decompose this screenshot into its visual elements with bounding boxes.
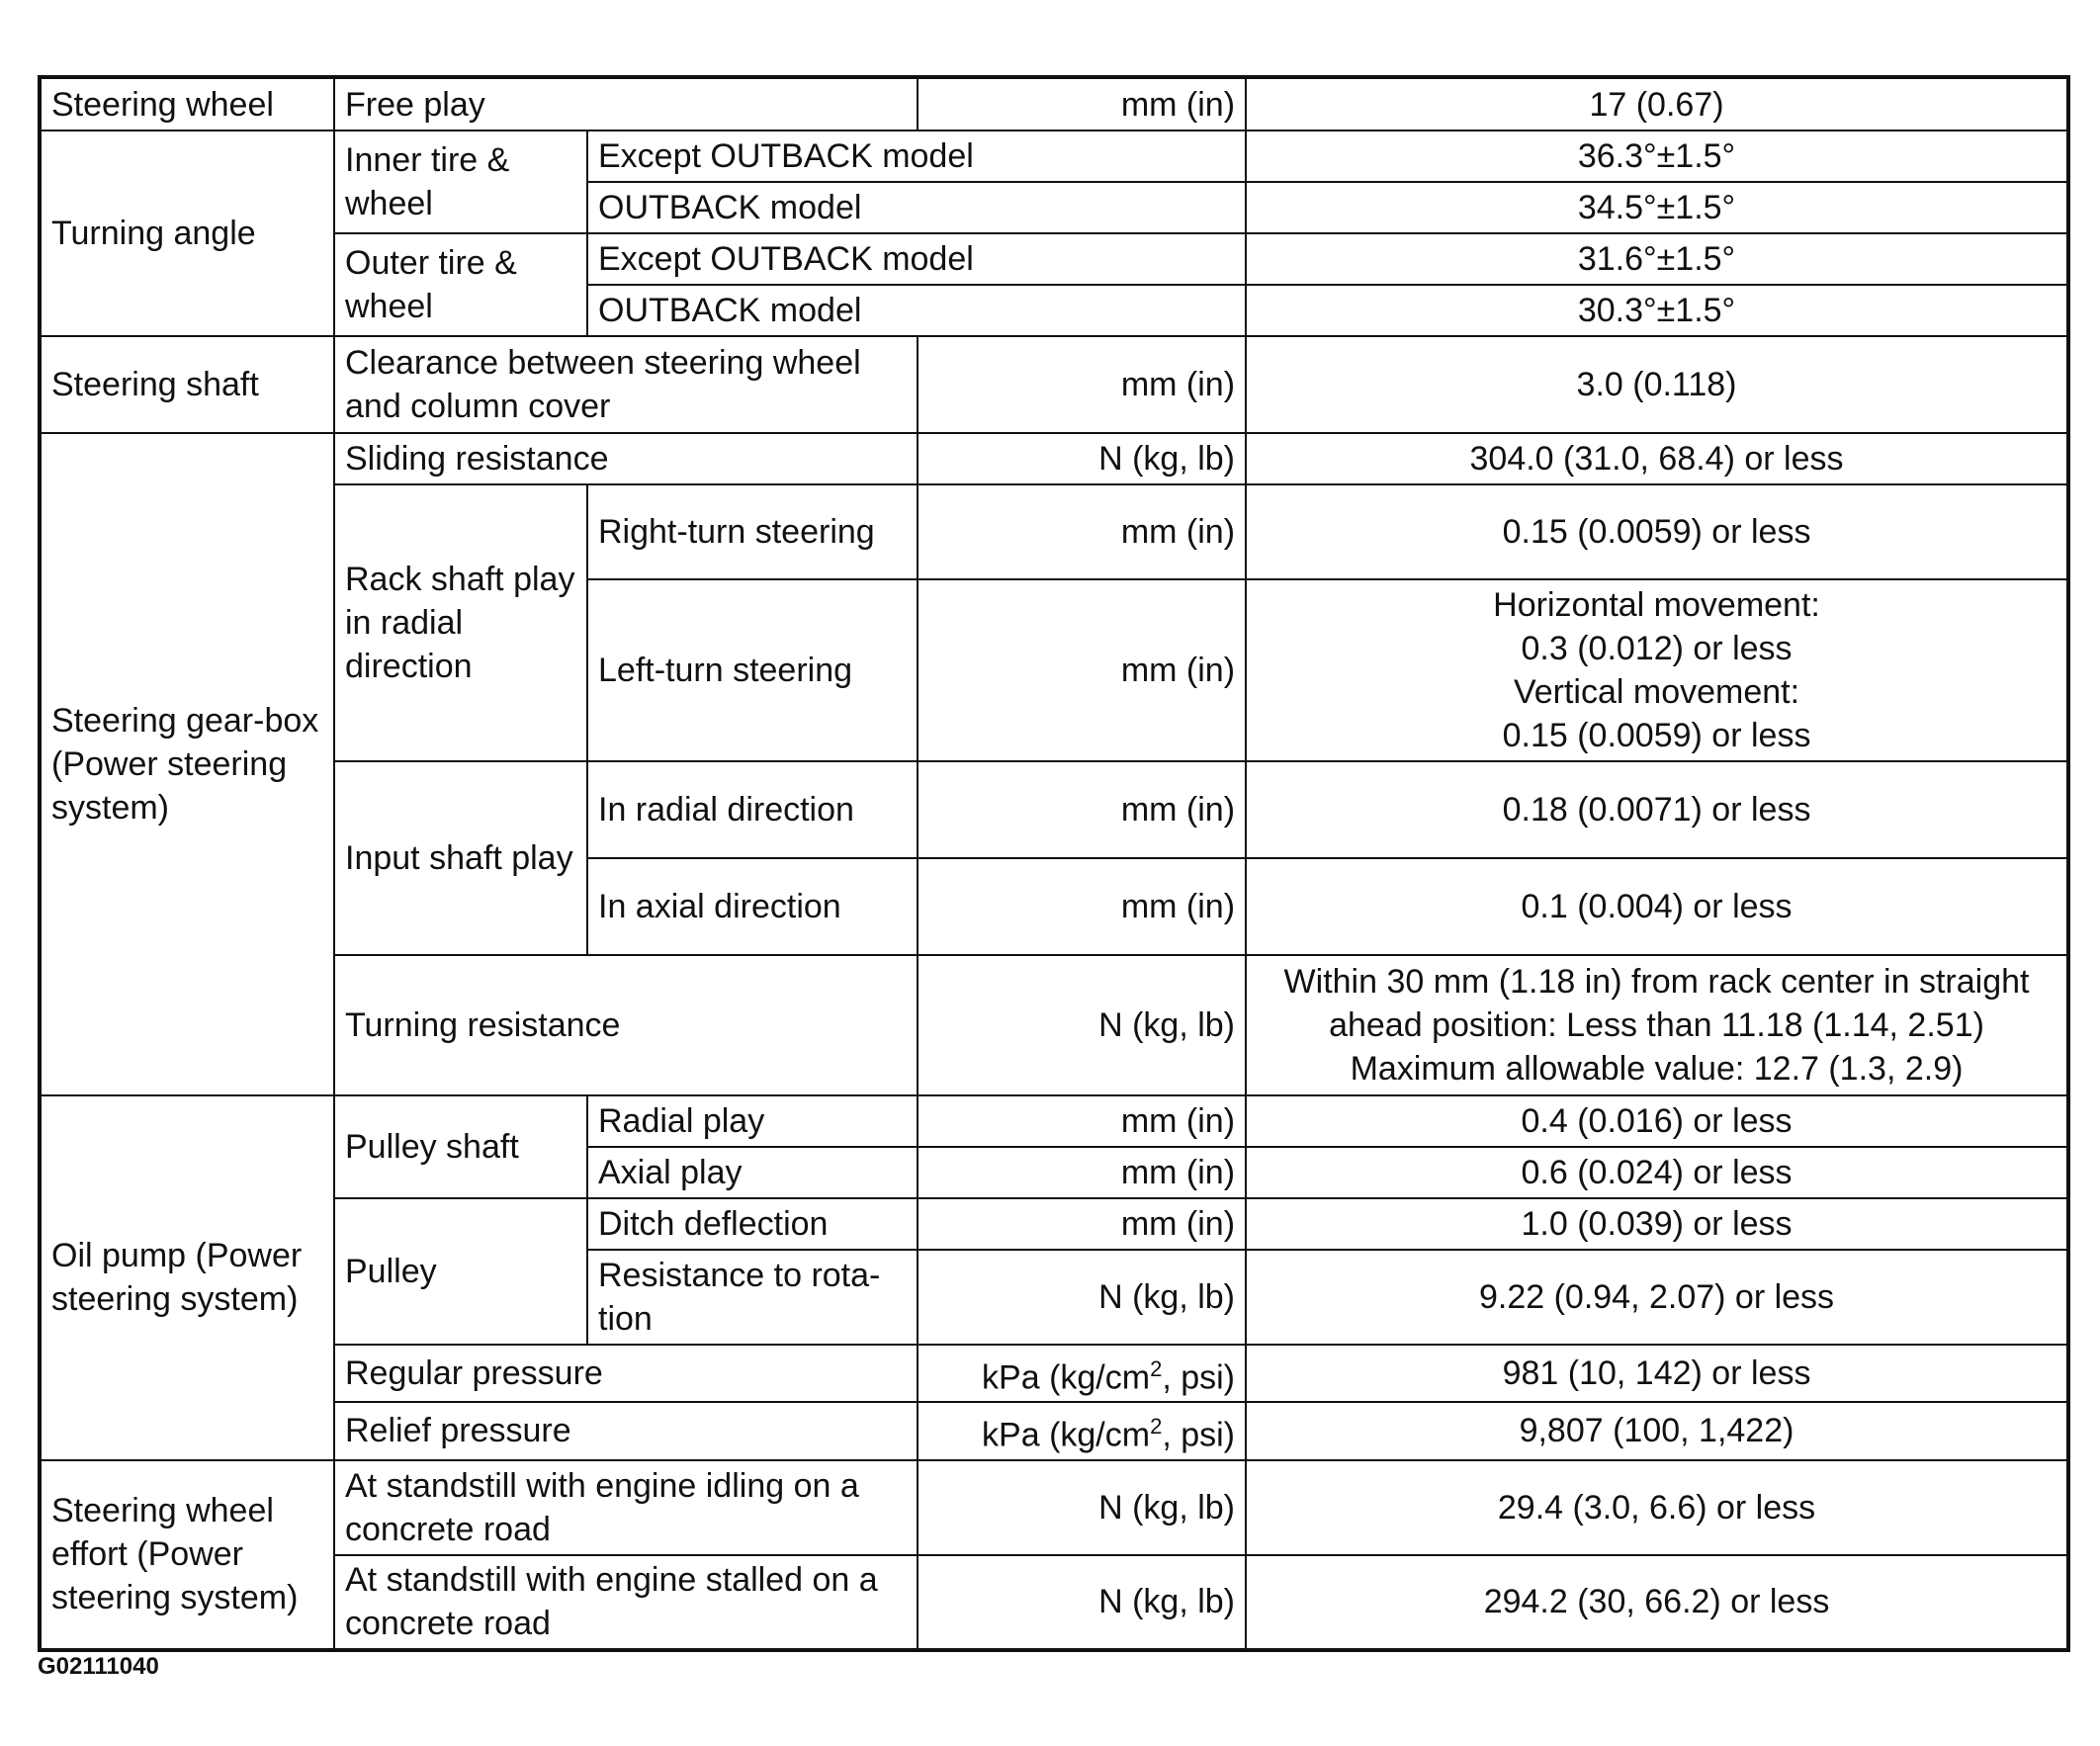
table-row [40,484,2068,579]
unit-cell: N (kg, lb) [918,955,1246,1095]
sub-item-label: Axial play [587,1147,918,1198]
value-cell: 981 (10, 142) or less [1246,1345,2068,1402]
value-cell: 9,807 (100, 1,422) [1246,1402,2068,1459]
sub-item-label: Except OUTBACK model [587,131,1246,182]
value-cell: 294.2 (30, 66.2) or less [1246,1555,2068,1650]
value-cell: 0.1 (0.004) or less [1246,858,2068,955]
item-label: Clearance between steering wheel and column cover [334,336,918,433]
figure-code: G02111040 [38,1653,159,1680]
sub-item-label: OUTBACK model [587,182,1246,233]
sub-item-label: OUTBACK model [587,285,1246,336]
unit-cell: mm (in) [918,77,1246,131]
item-label: Regular pressure [334,1345,918,1402]
unit-cell: mm (in) [918,1095,1246,1147]
sub-item-label: In radial direction [587,761,918,858]
value-cell [1246,579,2068,761]
sub-item-label: Left-turn steering [587,579,918,761]
item-label: Rack shaft play in radial direction [334,484,587,761]
category-label: Steering gear-box (Power steering system) [40,433,334,1095]
table-row [40,131,2068,182]
value-cell: 0.15 (0.0059) or less [1246,484,2068,579]
item-label: Sliding resistance [334,433,918,484]
value-cell: 1.0 (0.039) or less [1246,1198,2068,1250]
item-label: At standstill with engine idling on a concrete road [334,1460,918,1555]
category-label: Steering shaft [40,336,334,433]
value-line: Horizontal movement: [1493,586,1820,624]
item-label: Pulley [334,1198,587,1345]
unit-cell: mm (in) [918,336,1246,433]
category-label: Steering wheel [40,77,334,131]
value-line: Maximum allowable value: 12.7 (1.3, 2.9) [1350,1050,1964,1088]
unit-cell: mm (in) [918,1147,1246,1198]
value-line: Within 30 mm (1.18 in) from rack center in straight [1283,963,2030,1001]
unit-cell: N (kg, lb) [918,1555,1246,1650]
unit-cell: mm (in) [918,484,1246,579]
item-label: Pulley shaft [334,1095,587,1198]
value-cell: 17 (0.67) [1246,77,2068,131]
sub-item-label: In axial direction [587,858,918,955]
sub-item-label: Ditch deflection [587,1198,918,1250]
item-label: Free play [334,77,918,131]
unit-text: kPa (kg/cm [982,1416,1151,1454]
table-row [40,233,2068,285]
value-cell: 34.5°±1.5° [1246,182,2068,233]
item-label: Input shaft play [334,761,587,955]
table-row [40,77,2068,131]
value-line: 0.15 (0.0059) or less [1502,717,1811,754]
value-cell: 3.0 (0.118) [1246,336,2068,433]
table-row [40,955,2068,1095]
sub-item-label: Radial play [587,1095,918,1147]
value-line: ahead position: Less than 11.18 (1.14, 2.51) [1329,1006,1984,1044]
table-row [40,1198,2068,1250]
category-label: Steering wheel effort (Power steering system) [40,1460,334,1650]
table-row [40,761,2068,858]
value-cell: 0.18 (0.0071) or less [1246,761,2068,858]
item-label: Relief pressure [334,1402,918,1459]
item-label: Inner tire & wheel [334,131,587,233]
value-cell: 30.3°±1.5° [1246,285,2068,336]
value-cell: 9.22 (0.94, 2.07) or less [1246,1250,2068,1345]
unit-cell: mm (in) [918,761,1246,858]
unit-text: , psi) [1162,1416,1236,1454]
value-cell [1246,955,2068,1095]
table-row [40,1345,2068,1402]
value-cell: 304.0 (31.0, 68.4) or less [1246,433,2068,484]
value-line: Vertical movement: [1513,673,1800,711]
value-cell: 36.3°±1.5° [1246,131,2068,182]
sub-item-label: Except OUTBACK model [587,233,1246,285]
sub-item-label: Resistance to rota-tion [587,1250,918,1345]
value-cell: 29.4 (3.0, 6.6) or less [1246,1460,2068,1555]
item-label: Turning resistance [334,955,918,1095]
unit-cell: N (kg, lb) [918,1460,1246,1555]
unit-cell [918,1345,1246,1402]
unit-text: , psi) [1162,1358,1236,1397]
unit-cell: N (kg, lb) [918,1250,1246,1345]
table-row [40,433,2068,484]
value-cell: 0.4 (0.016) or less [1246,1095,2068,1147]
unit-cell: N (kg, lb) [918,433,1246,484]
table-row [40,1460,2068,1555]
unit-cell: mm (in) [918,858,1246,955]
table-row [40,1095,2068,1147]
unit-cell: mm (in) [918,579,1246,761]
table-row [40,1555,2068,1650]
value-cell: 0.6 (0.024) or less [1246,1147,2068,1198]
unit-superscript: 2 [1150,1414,1163,1440]
table-row [40,1402,2068,1459]
table-row [40,336,2068,433]
item-label: At standstill with engine stalled on a concrete road [334,1555,918,1650]
value-line: 0.3 (0.012) or less [1521,630,1793,667]
sub-item-label: Right-turn steering [587,484,918,579]
item-label: Outer tire & wheel [334,233,587,336]
unit-text: kPa (kg/cm [982,1358,1151,1397]
unit-cell: mm (in) [918,1198,1246,1250]
unit-superscript: 2 [1150,1356,1163,1381]
steering-spec-table [38,75,2070,1652]
value-cell: 31.6°±1.5° [1246,233,2068,285]
unit-cell [918,1402,1246,1459]
category-label: Oil pump (Power steering system) [40,1095,334,1460]
category-label: Turning angle [40,131,334,336]
